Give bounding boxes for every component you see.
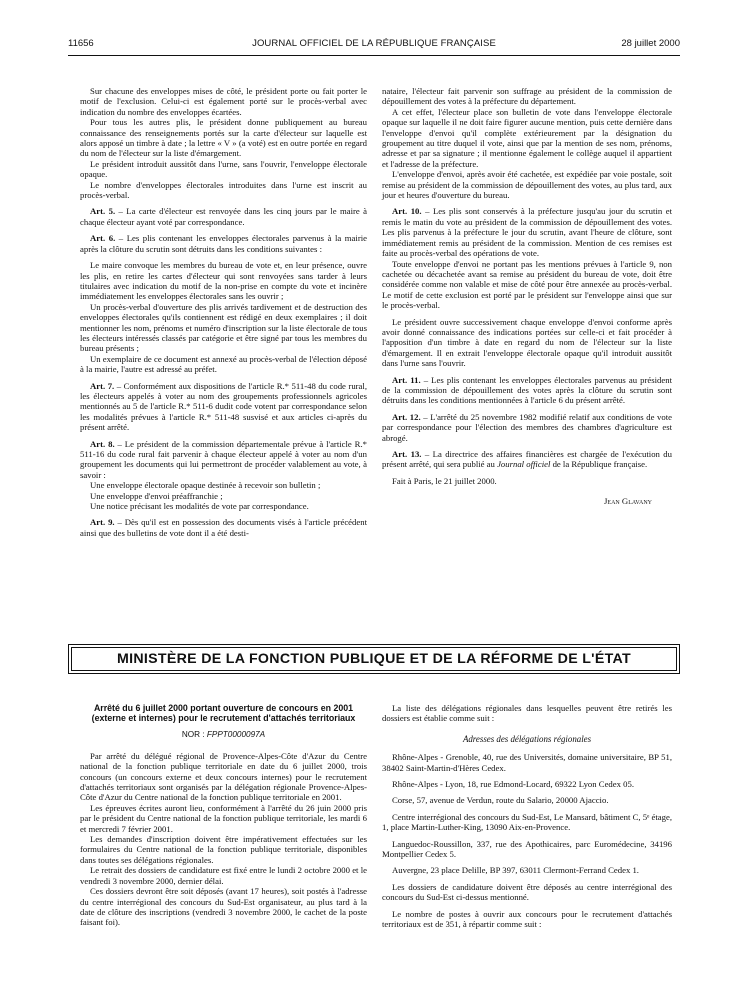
- paragraph: Sur chacune des enveloppes mises de côté, le président porte ou fait porter le motif de l'exclusion. Celui-ci est également porté sur le procès-verbal avec indication du nombre des enveloppes écartées.: [80, 86, 367, 117]
- paragraph: Le nombre de postes à ouvrir aux concours pour le recrutement d'attachés territoriaux est de 351, à répartir comme suit :: [382, 908, 672, 930]
- decree-title: Arrêté du 6 juillet 2000 portant ouverture de concours en 2001 (externe et internes) pour le recrutement d'attachés territoriaux: [91, 703, 356, 724]
- article-label: Art. 13.: [392, 449, 422, 459]
- right-column: [382, 86, 672, 507]
- paragraph: Pour tous les autres plis, le président donne publiquement au bureau connaissance des renseignements portés sur la carte d'électeur sur laquelle est alors apposé un timbre à date ; la lettre « V » (a voté) est en outre portée en regard du nom de l'électeur sur la liste d'émargement.: [80, 117, 367, 159]
- paragraph: Un exemplaire de ce document est annexé au procès-verbal de l'élection déposé à la mairie, l'autre est adressé au préfet.: [80, 353, 367, 375]
- paragraph: Par arrêté du délégué régional de Provence-Alpes-Côte d'Azur du Centre national de la fonction publique territoriale en date du 6 juillet 2000, trois concours (un concours externe et deux concours internes) pour le recrutement d'attachés territoriaux sont organisés par la délégation régionale Provence-Alpes-Côte d'Azur du Centre national de la fonction publique territoriale en 2001.: [80, 750, 367, 803]
- article-label: Art. 11.: [392, 374, 421, 385]
- article-13: [382, 449, 672, 470]
- article-text: – Les plis contenant les enveloppes électorales parvenus au président de la commission de dépouillement des votes après la clôture du scrutin sont détruits dans les conditions mentionnées à l'article 6 du présent arrêté.: [382, 374, 673, 406]
- article-10: [382, 206, 672, 258]
- paragraph: Le maire convoque les membres du bureau de vote et, en leur présence, ouvre les plis, en retire les cartes d'électeur qui sont renvoyées sans tarder à leurs titulaires avec indication du motif de la non-prise en compte du vote et incinère immédiatement les enveloppes électorales sans les ouvrir ;: [80, 260, 367, 302]
- issue-date: 28 juillet 2000: [621, 38, 680, 49]
- article-label: Art. 12.: [392, 411, 421, 422]
- address-item: Rhône-Alpes - Lyon, 18, rue Edmond-Locard, 69322 Lyon Cedex 05.: [392, 779, 634, 790]
- article-text: – Les plis sont conservés à la préfecture jusqu'au jour du scrutin et remis le matin du vote au président de la commission de dépouillement des votes. Les plis parvenus à la préfecture le jour du scrutin, avant l'heure de clôture, sont immédiatement remis au président de la commission. Mention de ces remises est faite au procès-verbal des opérations de vote.: [382, 206, 672, 259]
- ministry-banner: [68, 644, 680, 674]
- addresses-subheading: Adresses des délégations régionales: [462, 733, 592, 744]
- paragraph: Les demandes d'inscription doivent être impérativement effectuées sur les formulaires du Centre national de la fonction publique territoriale, disponibles dans toutes ses délégations régionales.: [80, 834, 367, 865]
- article-text: – La directrice des affaires financières est chargée de l'exécution du présent arrêté, qui sera publié au: [382, 449, 672, 470]
- ministry-title: MINISTÈRE DE LA FONCTION PUBLIQUE ET DE LA RÉFORME DE L'ÉTAT: [71, 647, 677, 671]
- paragraph: Ces dossiers devront être soit déposés (avant 17 heures), soit postés à l'adresse du centre interrégional des concours du Sud-Est organisateur, au plus tard à la date de clôture des inscriptions (vendredi 3 novembre 2000, le cachet de la poste faisant foi).: [80, 886, 367, 928]
- address-item: Auvergne, 23 place Delille, BP 397, 63011 Clermont-Ferrand Cedex 1.: [392, 865, 639, 876]
- article-12: [382, 412, 672, 443]
- paragraph: Les dossiers de candidature doivent être déposés au centre interrégional des concours du Sud-Est ci-dessus mentionné.: [382, 881, 672, 903]
- paragraph: Un procès-verbal d'ouverture des plis arrivés tardivement et de destruction des enveloppes électorales qu'ils contiennent est rédigé en deux exemplaires ; il doit mentionner les nom, prénoms et numéro d'inscription sur la liste électorale de tous les électeurs intéressés classés par catégorie et être signé par tous les membres du bureau présents ;: [80, 301, 367, 354]
- address-item: Centre interrégional des concours du Sud-Est, Le Mansard, bâtiment C, 5ᵉ étage, 1, place Martin-Luther-King, 13090 Aix-en-Provence.: [382, 811, 672, 833]
- decree-column-right: [382, 703, 672, 930]
- address-item: Rhône-Alpes - Grenoble, 40, rue des Universités, domaine universitaire, BP 51, 38402 Saint-Martin-d'Hères Cedex.: [382, 752, 672, 773]
- article-text: – Conformément aux dispositions de l'article R.* 511-48 du code rural, les électeurs appelés à voter au nom des groupements professionnels agricoles mentionnés au 5 de l'article R.* 511-6 dudit code votent par correspondance selon les modalités prévues à l'article R.* 511-48 susvisé et aux articles ci-après du présent arrêté.: [80, 380, 367, 433]
- article-label: Art. 8.: [90, 438, 115, 449]
- article-label: Art. 5.: [90, 206, 116, 217]
- page-header: [68, 38, 680, 54]
- article-11: [382, 375, 672, 406]
- article-5: [80, 206, 367, 227]
- journal-officiel-ref: Journal officiel: [497, 459, 551, 470]
- header-rule: [68, 55, 680, 56]
- done-at: Fait à Paris, le 21 juillet 2000.: [392, 475, 497, 486]
- list-item: Une enveloppe d'envoi préaffranchie ;: [90, 490, 223, 501]
- article-label: Art. 6.: [90, 233, 116, 244]
- article-label: Art. 9.: [90, 517, 115, 528]
- paragraph: Toute enveloppe d'envoi ne portant pas les mentions prévues à l'article 9, non cachetée ou décachetée avant sa remise au président du bureau de vote, doit être considérée comme non valable et mise de côté pour être annexée au procès-verbal. Le motif de cette exclusion est porté par le président sur l'enveloppe ainsi que sur le procès-verbal.: [382, 258, 672, 311]
- address-item: Languedoc-Roussillon, 337, rue des Apothicaires, parc Euromédecine, 34196 Montpellier Cedex 5.: [382, 838, 672, 860]
- paragraph: La liste des délégations régionales dans lesquelles peuvent être retirés les dossiers est établie comme suit :: [382, 703, 672, 724]
- paragraph: L'enveloppe d'envoi, après avoir été cachetée, est expédiée par voie postale, soit remise au président de la commission de dépouillement des votes, au plus tard, aux jour et heures d'ouverture du bureau.: [382, 169, 672, 201]
- article-9: [80, 517, 367, 538]
- article-6: [80, 233, 367, 254]
- nor-reference: [80, 730, 367, 740]
- journal-title: JOURNAL OFFICIEL DE LA RÉPUBLIQUE FRANÇAISE: [252, 38, 496, 49]
- article-text: – Dès qu'il est en possession des documents visés à l'article précédent ainsi que des bulletins de vote dont il a été desti-: [80, 517, 367, 538]
- article-text: – Les plis contenant les enveloppes électorales parvenus à la mairie après la clôture du scrutin sont détruits dans les conditions suivantes :: [80, 233, 367, 254]
- signature: Jean Glavany: [604, 496, 652, 507]
- paragraph: Le retrait des dossiers de candidature est fixé entre le lundi 2 octobre 2000 et le vendredi 3 novembre 2000, dernier délai.: [80, 865, 367, 886]
- address-item: Corse, 57, avenue de Verdun, route du Salario, 20000 Ajaccio.: [392, 795, 609, 806]
- decree-column-left: [80, 703, 367, 928]
- list-item: Une enveloppe électorale opaque destinée à recevoir son bulletin ;: [90, 480, 321, 491]
- article-8: [80, 439, 367, 481]
- article-label: Art. 10.: [392, 206, 422, 217]
- paragraph: Le nombre d'enveloppes électorales introduites dans l'urne est inscrit au procès-verbal.: [80, 179, 367, 201]
- article-7: [80, 381, 367, 433]
- article-text: – La carte d'électeur est renvoyée dans les cinq jours par le maire à chaque électeur ayant voté par correspondance.: [80, 206, 367, 227]
- page-number: 11656: [68, 38, 94, 49]
- paragraph: Le président introduit aussitôt dans l'urne, sans l'ouvrir, l'enveloppe électorale opaque.: [80, 158, 367, 180]
- paragraph: nataire, l'électeur fait parvenir son suffrage au président de la commission de dépouillement des votes à la préfecture du département.: [382, 86, 672, 107]
- list-item: Une notice précisant les modalités de vote par correspondance.: [90, 501, 309, 512]
- paragraph: Le président ouvre successivement chaque enveloppe d'envoi conforme après avoir donné connaissance des indications portées sur celle-ci et fait procéder à l'apposition d'un timbre à date en regard du nom de l'électeur sur la liste d'émargement. Il en extrait l'enveloppe électorale opaque qu'il introduit aussitôt dans l'urne sans l'ouvrir.: [382, 316, 672, 369]
- article-text: – L'arrêté du 25 novembre 1982 modifié relatif aux conditions de vote par correspondance pour l'élection des membres des chambres d'agriculture est abrogé.: [382, 411, 672, 443]
- paragraph: A cet effet, l'électeur place son bulletin de vote dans l'enveloppe électorale opaque sur laquelle il ne doit faire figurer aucune mention, puis cette dernière dans l'enveloppe d'envoi qu'il complète extérieurement par la désignation du groupement au titre duquel il vote, ainsi que par la mention de ses nom, prénoms, adresse et par sa signature ; il mentionne également le collège auquel il appartient et l'adresse de la préfecture.: [382, 106, 672, 169]
- article-label: Art. 7.: [90, 380, 115, 391]
- left-column: [80, 86, 367, 538]
- paragraph: Les épreuves écrites auront lieu, conformément à l'arrêté du 26 juin 2000 pris par le président du Centre national de la fonction publique territoriale, les mardi 6 et mercredi 7 février 2001.: [80, 802, 367, 834]
- nor-label: NOR :: [181, 730, 207, 740]
- article-text: – Le président de la commission départementale prévue à l'article R.* 511-16 du code rural fait parvenir à chaque électeur appelé à voter au nom d'un groupement les documents qui lui permettront de procéder valablement au vote, à savoir :: [80, 438, 367, 480]
- article-text: de la République française.: [550, 459, 648, 470]
- nor-code: FPPT0000097A: [206, 730, 266, 740]
